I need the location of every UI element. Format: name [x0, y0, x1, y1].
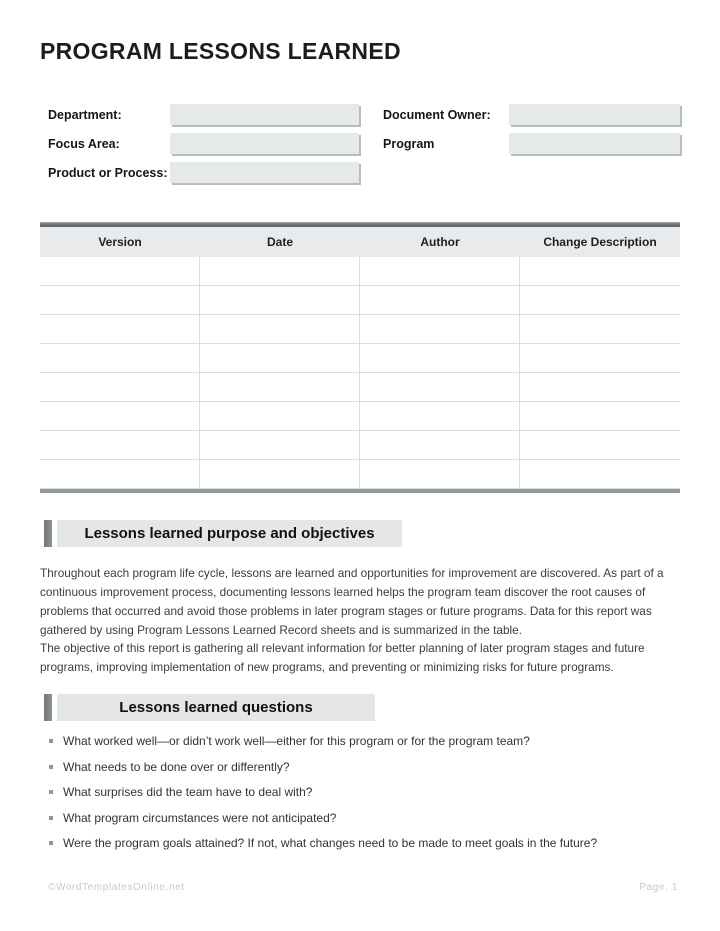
table-row: [40, 460, 680, 489]
table-cell[interactable]: [200, 344, 360, 372]
section-heading-text: Lessons learned questions: [57, 694, 375, 721]
questions-list: [48, 734, 668, 862]
table-cell[interactable]: [200, 431, 360, 459]
product-process-input[interactable]: [170, 162, 359, 183]
table-row: [40, 344, 680, 373]
table-cell[interactable]: [520, 257, 680, 285]
table-header-row: [40, 227, 680, 257]
column-header-change-description: Change Description: [543, 235, 657, 249]
table-cell[interactable]: [360, 402, 520, 430]
question-text: What surprises did the team have to deal with?: [63, 785, 313, 799]
table-cell[interactable]: [40, 315, 200, 343]
table-bottom-border: [40, 489, 680, 493]
department-input[interactable]: [170, 104, 359, 125]
program-label: Program: [383, 137, 435, 151]
table-cell[interactable]: [520, 431, 680, 459]
footer-copyright: ©WordTemplatesOnline.net: [48, 882, 185, 893]
version-history-table: [40, 222, 680, 493]
table-cell[interactable]: [200, 286, 360, 314]
table-cell[interactable]: [200, 373, 360, 401]
table-cell[interactable]: [520, 460, 680, 488]
document-owner-label: Document Owner:: [383, 108, 491, 122]
footer-page-number: Page. 1: [639, 882, 678, 893]
purpose-paragraph-1: Throughout each program life cycle, lessons are learned and opportunities for improvement are discovered. As part of a continuous improvement process, documenting lessons learned helps the program team discover the root causes of problems that occurred and avoid those problems in later program stages or future programs. Data for this report was gathered by using Program Lessons Learned Record sheets and is summarized in the table.: [40, 566, 664, 638]
table-row: [40, 373, 680, 402]
table-body: [40, 257, 680, 489]
list-item: [48, 760, 668, 774]
list-item: [48, 734, 668, 748]
table-row: [40, 315, 680, 344]
product-process-label: Product or Process:: [48, 166, 168, 180]
table-cell[interactable]: [200, 315, 360, 343]
table-cell[interactable]: [200, 402, 360, 430]
list-item: [48, 811, 668, 825]
table-row: [40, 257, 680, 286]
table-cell[interactable]: [520, 402, 680, 430]
page-title: PROGRAM LESSONS LEARNED: [40, 38, 401, 64]
focus-area-input[interactable]: [170, 133, 359, 154]
question-text: What program circumstances were not anticipated?: [63, 810, 337, 825]
bullet-icon: [49, 739, 53, 743]
table-cell[interactable]: [40, 286, 200, 314]
list-item: [48, 785, 668, 799]
table-cell[interactable]: [40, 460, 200, 488]
question-text: What worked well—or didn’t work well—either for this program or for the program team?: [63, 734, 530, 748]
table-cell[interactable]: [360, 315, 520, 343]
question-text: Were the program goals attained? If not, what changes need to be made to meet goals in the future?: [63, 836, 598, 850]
table-cell[interactable]: [360, 344, 520, 372]
question-text: What needs to be done over or differently?: [63, 759, 290, 774]
table-cell[interactable]: [520, 315, 680, 343]
table-cell[interactable]: [360, 373, 520, 401]
table-cell[interactable]: [360, 257, 520, 285]
table-cell[interactable]: [40, 373, 200, 401]
table-cell[interactable]: [40, 344, 200, 372]
table-row: [40, 402, 680, 431]
table-cell[interactable]: [200, 460, 360, 488]
column-header-version: Version: [98, 235, 142, 249]
table-cell[interactable]: [520, 344, 680, 372]
table-cell[interactable]: [360, 431, 520, 459]
section-heading-text: Lessons learned purpose and objectives: [57, 520, 402, 547]
table-cell[interactable]: [360, 286, 520, 314]
table-cell[interactable]: [40, 402, 200, 430]
heading-accent-bar: [44, 694, 52, 721]
table-row: [40, 431, 680, 460]
table-cell[interactable]: [520, 286, 680, 314]
bullet-icon: [49, 841, 53, 845]
table-cell[interactable]: [40, 431, 200, 459]
focus-area-label: Focus Area:: [48, 137, 120, 151]
heading-accent-bar: [44, 520, 52, 547]
column-header-date: Date: [266, 235, 293, 249]
section-heading-questions: [44, 694, 375, 721]
table-cell[interactable]: [520, 373, 680, 401]
table-cell[interactable]: [40, 257, 200, 285]
department-label: Department:: [48, 108, 122, 122]
list-item: [48, 836, 668, 850]
table-row: [40, 286, 680, 315]
bullet-icon: [49, 816, 53, 820]
section-heading-purpose: [44, 520, 402, 547]
bullet-icon: [49, 790, 53, 794]
bullet-icon: [49, 765, 53, 769]
document-owner-input[interactable]: [509, 104, 680, 125]
table-cell[interactable]: [360, 460, 520, 488]
program-input[interactable]: [509, 133, 680, 154]
column-header-author: Author: [420, 235, 460, 249]
purpose-paragraph-2: The objective of this report is gathering all relevant information for better planning of later program stages and future programs, improving implementation of new programs, and preventing or minimizing risks for future programs.: [40, 641, 645, 675]
table-cell[interactable]: [200, 257, 360, 285]
